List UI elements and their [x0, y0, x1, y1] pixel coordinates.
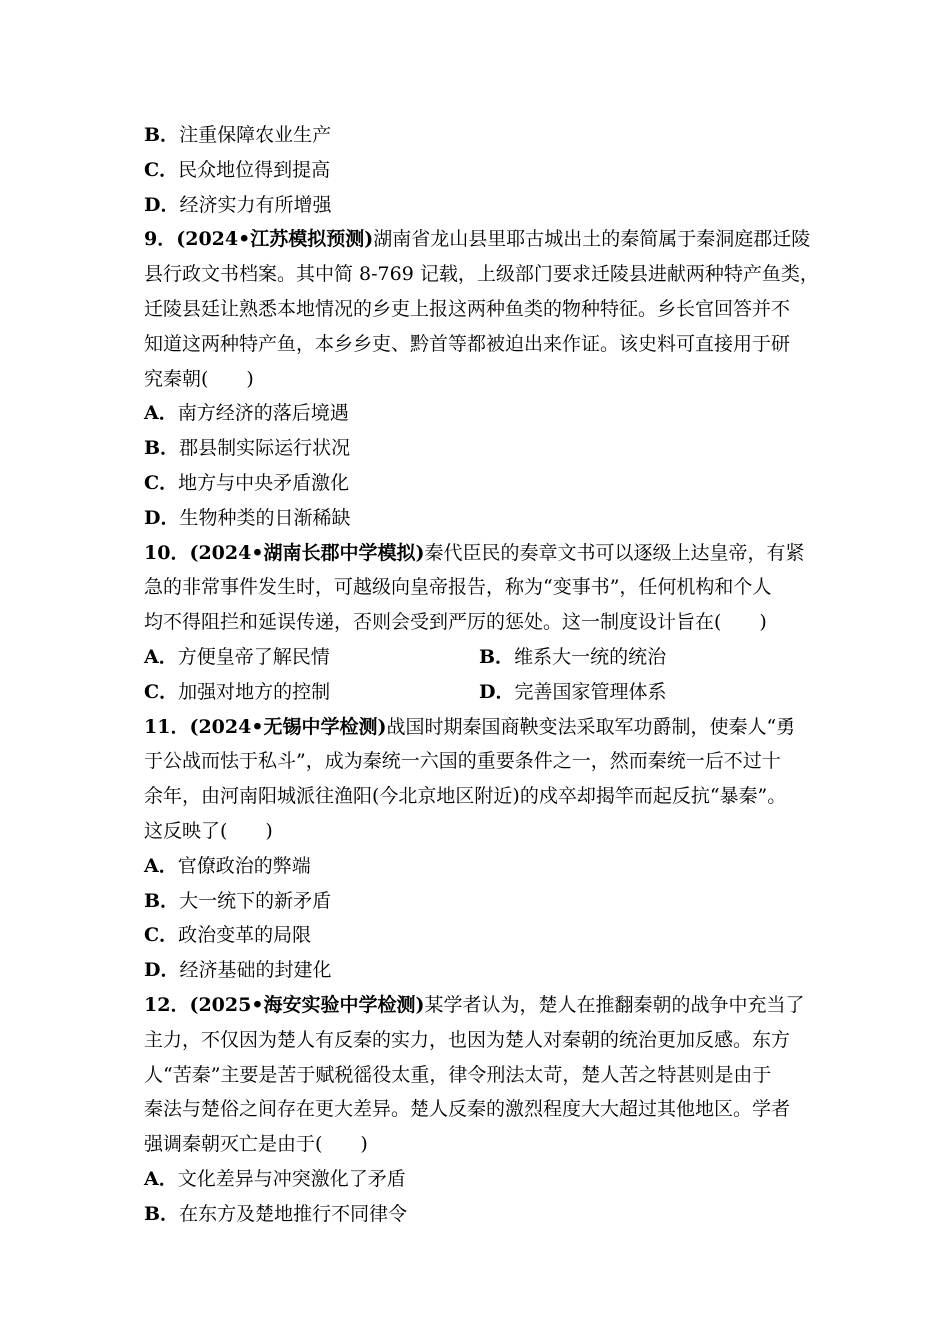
document-content: [144, 118, 824, 1232]
q12-stem-line: 强调秦朝灭亡是由于( ): [144, 1133, 368, 1156]
q12-option-a: A．文化差异与冲突激化了矛盾: [144, 1167, 406, 1190]
q9-option-c: C．地方与中央矛盾激化: [144, 471, 350, 494]
q9-stem-line: 知道这两种特产鱼，本乡乡吏、黔首等都被迫出来作证。该史料可直接用于研: [144, 332, 791, 355]
q10-stem-line: 10．(2024•湖南长郡中学模拟)秦代臣民的奏章文书可以逐级上达皇帝，有紧: [144, 541, 805, 564]
q10-options-row: [144, 640, 824, 675]
q9-option-a: A．南方经济的落后境遇: [144, 402, 349, 425]
q11-option-d: D．经济基础的封建化: [144, 959, 332, 982]
q9-option-b: B．郡县制实际运行状况: [144, 437, 351, 460]
q10-option-a: A．方便皇帝了解民情: [144, 645, 330, 668]
q11-stem-line: 余年，由河南阳城派往渔阳(今北京地区附近)的戍卒却揭竿而起反抗“暴秦”。: [144, 785, 787, 808]
q9-stem-line: 迁陵县廷让熟悉本地情况的乡吏上报这两种鱼类的物种特征。乡长官回答并不: [144, 297, 791, 320]
q9-stem-line: 究秦朝( ): [144, 367, 254, 390]
q10-options-row: [144, 675, 824, 710]
q11-option-c: C．政治变革的局限: [144, 924, 312, 947]
q9-option-d: D．生物种类的日渐稀缺: [144, 506, 351, 529]
q12-stem-line: 人“苦秦”主要是苦于赋税徭役太重，律令刑法太苛，楚人苦之特甚则是由于: [144, 1063, 772, 1086]
q9-stem-line: 9．(2024•江苏模拟预测)湖南省龙山县里耶古城出土的秦简属于秦洞庭郡迁陵: [144, 228, 811, 251]
q12-stem-line: 主力，不仅因为楚人有反秦的实力，也因为楚人对秦朝的统治更加反感。东方: [144, 1028, 791, 1051]
q11-option-b: B．大一统下的新矛盾: [144, 889, 332, 912]
q12-option-b: B．在东方及楚地推行不同律令: [144, 1202, 408, 1225]
q12-stem-line: 12．(2025•海安实验中学检测)某学者认为，楚人在推翻秦朝的战争中充当了: [144, 993, 805, 1016]
q10-stem-line: 均不得阻拦和延误传递，否则会受到严厉的惩处。这一制度设计旨在( ): [144, 611, 767, 634]
q11-stem-line: 这反映了( ): [144, 819, 273, 842]
q8-option-b: B．注重保障农业生产: [144, 124, 332, 146]
q8-option-c: C．民众地位得到提高: [144, 158, 331, 181]
q12-stem-line: 秦法与楚俗之间存在更大差异。楚人反秦的激烈程度大大超过其他地区。学者: [144, 1098, 791, 1121]
q8-option-d: D．经济实力有所增强: [144, 193, 332, 216]
q10-option-c: C．加强对地方的控制: [144, 680, 331, 703]
q10-option-d: D．完善国家管理体系: [479, 680, 667, 703]
q9-stem-line: 县行政文书档案。其中简 8-769 记载，上级部门要求迁陵县进献两种特产鱼类，: [144, 263, 819, 286]
q10-option-b: B．维系大一统的统治: [479, 645, 667, 668]
q11-stem-line: 于公战而怯于私斗”，成为秦统一六国的重要条件之一，然而秦统一后不过十: [144, 750, 781, 773]
q11-option-a: A．官僚政治的弊端: [144, 854, 311, 877]
q11-stem-line: 11．(2024•无锡中学检测)战国时期秦国商鞅变法采取军功爵制，使秦人“勇: [144, 715, 796, 738]
q10-stem-line: 急的非常事件发生时，可越级向皇帝报告，称为“变事书”，任何机构和个人: [144, 576, 772, 599]
